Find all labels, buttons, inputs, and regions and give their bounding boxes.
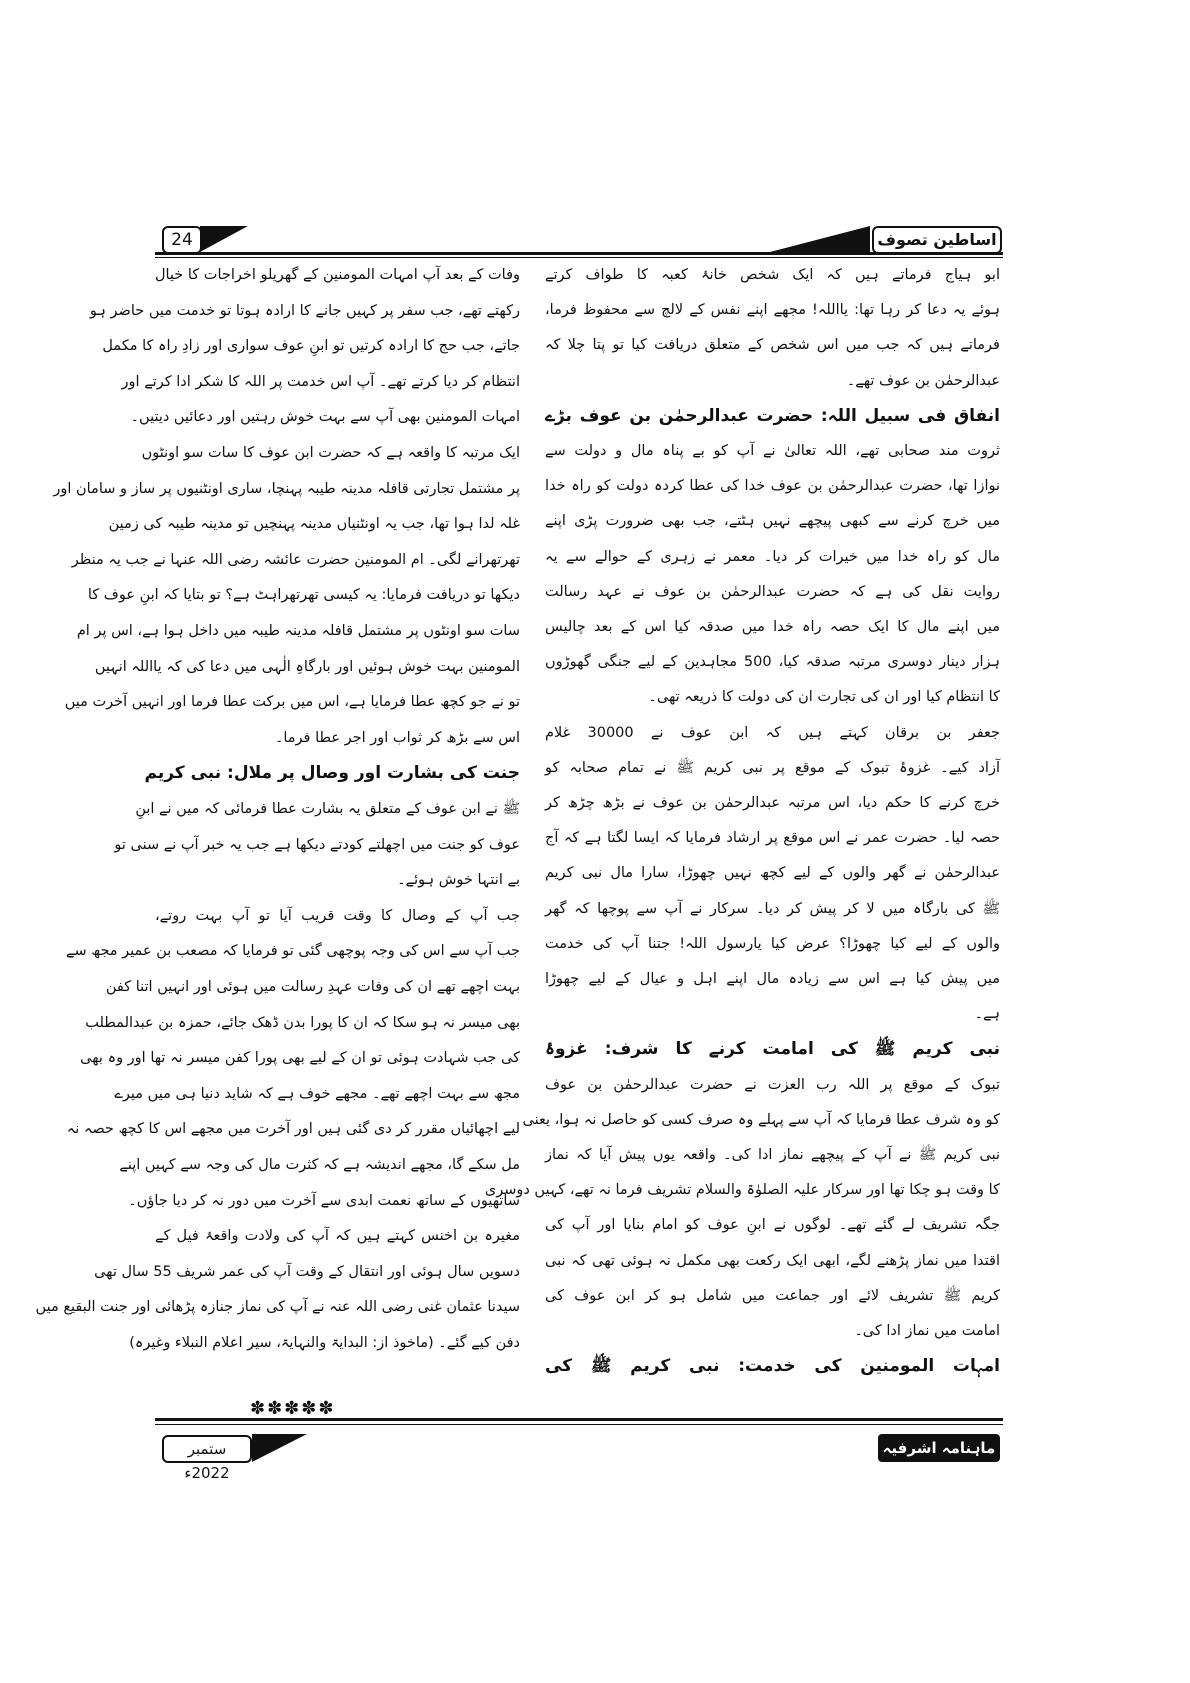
text-line: روایت نقل کی ہے کہ حضرت عبدالرحمٰن بن عوف نے عہد رسالت bbox=[545, 583, 1000, 600]
text-line: نوازا تھا، حضرت عبدالرحمٰن بن عوف خدا کی عطا کردہ دولت کو راہ خدا bbox=[545, 478, 1000, 495]
text-line: مغیرہ بن اخنس کہتے ہیں کہ آپ کی ولادت واقعۂ فیل کے bbox=[155, 1228, 520, 1245]
text-line: وفات کے بعد آپ امہات المومنین کے گھریلو اخراجات کا خیال bbox=[154, 267, 520, 283]
footer-rule-thin bbox=[155, 1424, 1003, 1425]
text-line: عبدالرحمٰن بن عوف تھے۔ bbox=[846, 372, 1000, 389]
text-line: والوں کے لیے کیا چھوڑا؟ عرض کیا یارسول اللہ! جتنا آپ کی خدمت bbox=[545, 935, 1000, 952]
section-heading: امہات المومنین کی خدمت: نبی کریم ﷺ کی bbox=[545, 1356, 1000, 1377]
text-line: فرماتے ہیں کہ جب میں اس شخص کے متعلق دریافت کیا تو پتا چلا کہ bbox=[545, 337, 1000, 354]
text-line: دیکھا تو دریافت فرمایا: یہ کیسی تھرتھراہٹ ہے؟ تو بتایا کہ ابنِ عوف کا bbox=[87, 587, 520, 604]
text-line: کی جب شہادت ہوئی تو ان کے لیے بھی پورا کفن میسر نہ تھا اور وہ بھی bbox=[80, 1050, 520, 1067]
text-line: ساتھیوں کے ساتھ نعمت ابدی سے آخرت میں دور نہ کر دیا جاؤں۔ bbox=[128, 1192, 520, 1209]
text-line: اس سے بڑھ کر ثواب اور اجر عطا فرما۔ bbox=[274, 729, 520, 746]
footer-rule bbox=[155, 1418, 1003, 1421]
end-mark: ✽✽✽✽✽ bbox=[250, 1398, 336, 1419]
text-line: انتظام کر دیا کرتے تھے۔ آپ اس خدمت پر اللہ کا شکر ادا کرتے اور bbox=[121, 373, 520, 390]
left-column bbox=[35, 258, 520, 1408]
text-line: ایک مرتبہ کا واقعہ ہے کہ حضرت ابن عوف کا سات سو اونٹوں bbox=[141, 445, 520, 461]
section-heading: جنت کی بشارت اور وصال پر ملال: نبی کریم bbox=[144, 763, 520, 784]
footer-left-triangle bbox=[252, 1434, 307, 1462]
text-line: آزاد کیے۔ غزوۂ تبوک کے موقع پر نبی کریم ﷺ نے تمام صحابہ کو bbox=[545, 759, 1000, 776]
text-line: جب آپ سے اس کی وجہ پوچھی گئی تو فرمایا کہ مصعب بن عمیر مجھ سے bbox=[66, 943, 520, 960]
text-line: جگہ تشریف لے گئے تھے۔ لوگوں نے ابنِ عوف کو امام بنایا اور آپ کی bbox=[545, 1217, 1000, 1234]
text-line: میں خرچ کرنے سے کبھی پیچھے نہیں ہٹتے، جب بھی ضرورت پڑی اپنے bbox=[545, 513, 1000, 530]
page-number: 24 bbox=[162, 226, 202, 254]
text-line: مال کو راہ خدا میں خیرات کر دیا۔ معمر نے زہری کے حوالے سے یہ bbox=[545, 548, 1000, 565]
text-line: غلہ لدا ہوا تھا، جب یہ اونٹنیاں مدینہ پہنچیں تو مدینہ طیبہ کی زمین bbox=[108, 516, 520, 533]
text-line: لیے اچھائیاں مقرر کر دی گئی ہیں اور آخرت میں مجھے اس کا کچھ حصہ نہ bbox=[66, 1121, 520, 1138]
header-right-triangle bbox=[770, 226, 870, 252]
text-line: بے انتہا خوش ہوئے۔ bbox=[397, 872, 520, 889]
text-line: عبدالرحمٰن نے گھر والوں کے لیے کچھ نہیں چھوڑا، سارا مال نبی کریم bbox=[545, 865, 1000, 882]
text-line: تو نے جو کچھ عطا فرمایا ہے، اس میں برکت عطا فرما اور انہیں آخرت میں bbox=[64, 694, 520, 711]
text-line: خرچ کرنے کا حکم دیا، اس مرتبہ عبدالرحمٰن بن عوف نے بڑھ چڑھ کر bbox=[545, 795, 1000, 811]
text-line: تبوک کے موقع پر اللہ رب العزت نے حضرت عبدالرحمٰن بن عوف bbox=[545, 1076, 1000, 1093]
magazine-name: ماہنامہ اشرفیہ bbox=[878, 1434, 1000, 1462]
text-line: جاتے، جب حج کا ارادہ کرتیں تو ابنِ عوف سواری اور زادِ راہ کا مکمل bbox=[102, 338, 520, 355]
text-line: پر مشتمل تجارتی قافلہ مدینہ طیبہ پہنچا، ساری اونٹنیوں پر ساز و سامان اور bbox=[53, 480, 520, 497]
text-line: دسویں سال ہوئی اور انتقال کے وقت آپ کی عمر شریف 55 سال تھی bbox=[94, 1263, 520, 1280]
text-line: بہت اچھے تھے ان کی وفات عہدِ رسالت میں ہوئی اور انہیں اتنا کفن bbox=[105, 979, 520, 995]
text-line: ہزار دینار دوسری مرتبہ صدقہ کیا، 500 مجاہدین کے لیے جنگی گھوڑوں bbox=[545, 654, 1000, 671]
text-line: جب آپ کے وصال کا وقت قریب آیا تو آپ بہت روتے، bbox=[155, 907, 520, 924]
text-line: المومنین بہت خوش ہوئیں اور بارگاہِ الٰہی میں دعا کی کہ یااللہ انہیں bbox=[94, 658, 520, 675]
header-rule bbox=[155, 252, 1003, 255]
text-line: دفن کیے گئے۔ (ماخوذ از: البدایۃ والنہایۃ، سیر اعلام النبلاء وغیرہ) bbox=[129, 1335, 520, 1351]
text-line: ابو ہیاج فرماتے ہیں کہ ایک شخص خانۂ کعبہ کا طواف کرتے bbox=[545, 267, 1000, 283]
text-line: امہات المومنین بھی آپ سے بہت خوش رہتیں اور دعائیں دیتیں۔ bbox=[130, 409, 520, 426]
text-line: کو وہ شرف عطا فرمایا کہ آپ سے پہلے وہ صرف کسی کو حاصل نہ ہوا، یعنی bbox=[522, 1111, 1000, 1128]
text-line: حصہ لیا۔ حضرت عمر نے اس موقع پر ارشاد فرمایا کہ ایسا لگتا ہے کہ آج bbox=[545, 830, 1000, 847]
text-line: کریم ﷺ تشریف لائے اور جماعت میں شامل ہو کر ابن عوف کی bbox=[545, 1287, 1000, 1304]
section-title: اساطین تصوف bbox=[872, 226, 1002, 254]
text-line: سات سو اونٹوں پر مشتمل قافلہ مدینہ طیبہ میں داخل ہوا ہے، اس پر ام bbox=[76, 623, 520, 639]
text-line: بھی میسر نہ ہو سکا کہ ان کا پورا بدن ڈھک جائے، حمزہ بن عبدالمطلب bbox=[85, 1014, 520, 1031]
text-line: ﷺ نے ابن عوف کے متعلق یہ بشارت عطا فرمائی کہ میں نے ابنِ bbox=[135, 801, 520, 817]
issue-date: ستمبر 2022ء bbox=[162, 1435, 252, 1463]
text-line: ثروت مند صحابی تھے، اللہ تعالیٰ نے آپ کو بے پناہ مال و دولت سے bbox=[545, 443, 1000, 459]
section-heading: نبی کریم ﷺ کی امامت کرنے کا شرف: غزوۂ bbox=[545, 1039, 1000, 1060]
right-column bbox=[484, 258, 1000, 1408]
text-line: ہے۔ bbox=[974, 1006, 1000, 1023]
text-line: مل سکے گا، مجھے اندیشہ ہے کہ کثرت مال کی وجہ سے کہیں اپنے bbox=[119, 1157, 520, 1173]
text-line: میں اپنے مال کا ایک حصہ راہ خدا میں صدقہ کیا اس کے بعد چالیس bbox=[545, 619, 1000, 635]
section-heading: انفاق فی سبیل اللہ: حضرت عبدالرحمٰن بن عوف بڑے bbox=[545, 405, 1000, 426]
text-line: نبی کریم ﷺ نے آپ کے پیچھے نماز ادا کی۔ واقعہ یوں پیش آیا کہ نماز bbox=[545, 1147, 1000, 1163]
text-line: اقتدا میں نماز پڑھنے لگے، ابھی ایک رکعت بھی مکمل نہ ہوئی تھی کہ نبی bbox=[545, 1252, 1000, 1269]
text-line: سیدنا عثمان غنی رضی اللہ عنہ نے آپ کی نماز جنازہ پڑھائی اور جنت البقیع میں bbox=[35, 1299, 520, 1316]
text-line: امامت میں نماز ادا کی۔ bbox=[854, 1323, 1000, 1339]
text-line: جعفر بن برقان کہتے ہیں کہ ابن عوف نے 30000 غلام bbox=[545, 724, 1000, 741]
text-line: میں پیش کیا ہے اس سے زیادہ مال اپنے اہل و عیال کے لیے چھوڑا bbox=[545, 971, 1000, 987]
text-line: مجھ سے بہت اچھے تھے۔ مجھے خوف ہے کہ شاید دنیا ہی میں میرے bbox=[114, 1085, 520, 1102]
text-line: ﷺ کی بارگاہ میں لا کر پیش کر دیا۔ سرکار نے آپ سے پوچھا کہ گھر bbox=[545, 900, 1000, 917]
text-line: کا وقت ہو چکا تھا اور سرکار علیہ الصلوٰۃ والسلام تشریف فرما نہ تھے، کہیں دوسری bbox=[484, 1182, 1000, 1199]
text-line: کا انتظام کیا اور ان کی تجارت ان کی دولت کا ذریعہ تھی۔ bbox=[648, 689, 1000, 706]
text-line: عوف کو جنت میں اچھلتے کودتے دیکھا ہے جب یہ خبر آپ نے سنی تو bbox=[114, 836, 520, 853]
text-line: تھرتھرانے لگی۔ ام المومنین حضرت عائشہ رضی اللہ عنہا نے جب یہ منظر bbox=[71, 551, 520, 568]
text-line: رکھتے تھے، جب سفر پر کہیں جانے کا ارادہ ہوتا تو خدمت میں حاضر ہو bbox=[89, 302, 520, 319]
text-line: ہوئے یہ دعا کر رہا تھا: یااللہ! مجھے اپنے نفس کے لالچ سے محفوظ فرما، bbox=[545, 302, 1000, 319]
header-left-triangle bbox=[200, 226, 248, 252]
